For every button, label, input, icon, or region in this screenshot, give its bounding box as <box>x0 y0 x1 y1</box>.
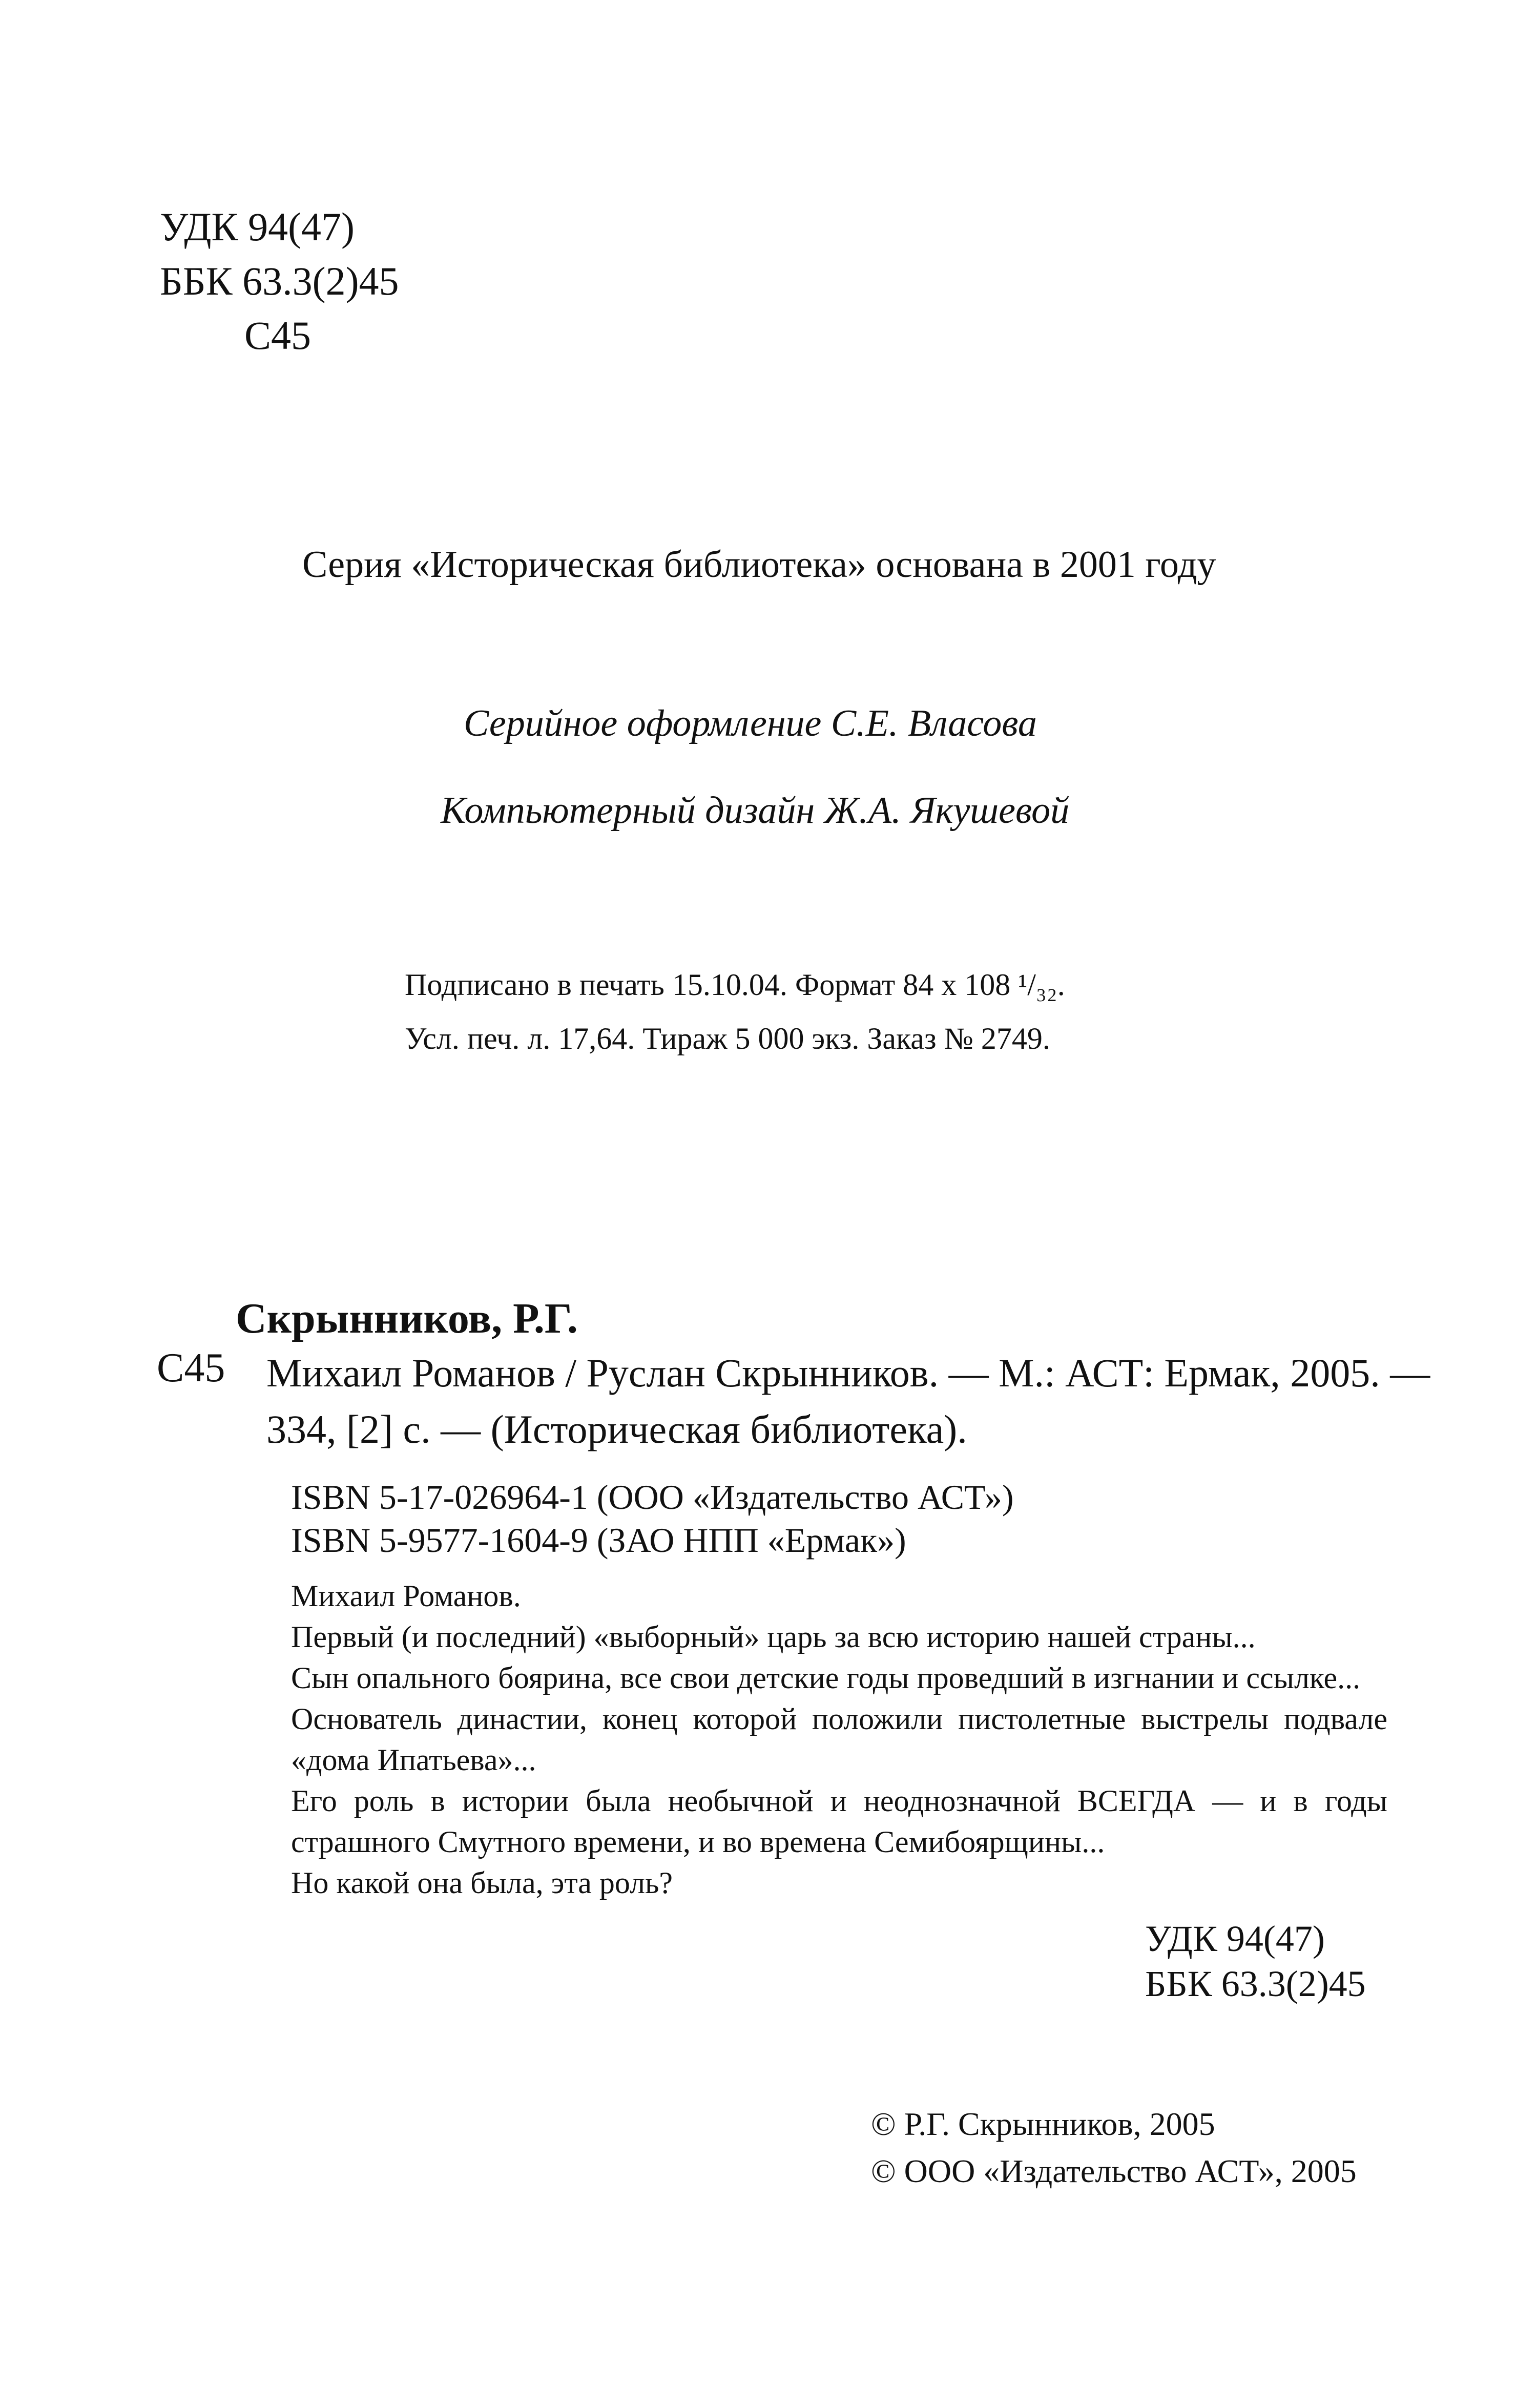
print-info-line: Подписано в печать 15.10.04. Формат 84 х 108 ¹/₃₂. <box>405 968 1065 1002</box>
udk-code: УДК 94(47) <box>1145 1918 1325 1959</box>
annotation-paragraph: Основатель династии, конец которой положили пистолетные выстрелы подвале «дома Ипатьева»... <box>291 1702 1387 1777</box>
udk-code: УДК 94(47) <box>160 204 355 249</box>
bbk-code: ББК 63.3(2)45 <box>160 259 399 303</box>
annotation <box>291 1575 1387 1903</box>
bibliographic-author: Скрынников, Р.Г. <box>236 1295 578 1342</box>
annotation-paragraph: Но какой она была, эта роль? <box>291 1866 673 1900</box>
computer-design-credit: Компьютерный дизайн Ж.А. Якушевой <box>441 790 1070 832</box>
author-sign-code: С45 <box>244 313 311 358</box>
print-info-line: Усл. печ. л. 17,64. Тираж 5 000 экз. Заказ № 2749. <box>405 1022 1050 1055</box>
bibliographic-description <box>266 1345 1430 1458</box>
print-info <box>405 958 1065 1066</box>
classification-codes-top <box>160 200 399 363</box>
annotation-paragraph: Его роль в истории была необычной и неоднозначной ВСЕГДА — и в годы страшного Смутного времени, и во времена Семибоярщины... <box>291 1784 1387 1859</box>
isbn-line: ISBN 5-17-026964-1 (ООО «Издательство АСТ») <box>291 1478 1014 1517</box>
annotation-paragraph: Михаил Романов. <box>291 1579 521 1613</box>
bibliographic-line: 334, [2] с. — (Историческая библиотека). <box>266 1407 967 1451</box>
copyright-line: © ООО «Издательство АСТ», 2005 <box>871 2153 1357 2189</box>
bibliographic-sign: С45 <box>157 1345 225 1390</box>
annotation-paragraph: Сын опального боярина, все свои детские годы проведший в изгнании и ссылке... <box>291 1661 1361 1695</box>
isbn-line: ISBN 5-9577-1604-9 (ЗАО НПП «Ермак») <box>291 1521 906 1560</box>
series-design-credit: Серийное оформление С.Е. Власова <box>464 702 1037 744</box>
copyright-line: © Р.Г. Скрынников, 2005 <box>871 2106 1215 2142</box>
classification-codes-bottom <box>1145 1916 1366 2006</box>
series-note: Серия «Историческая библиотека» основана в 2001 году <box>302 544 1216 586</box>
bbk-code: ББК 63.3(2)45 <box>1145 1963 1366 2004</box>
isbn-block <box>291 1476 1013 1562</box>
copyright-block <box>871 2101 1357 2195</box>
annotation-paragraph: Первый (и последний) «выборный» царь за всю историю нашей страны... <box>291 1620 1256 1654</box>
bibliographic-line: Михаил Романов / Руслан Скрынников. — М.: АСТ: Ермак, 2005. — <box>266 1351 1430 1395</box>
